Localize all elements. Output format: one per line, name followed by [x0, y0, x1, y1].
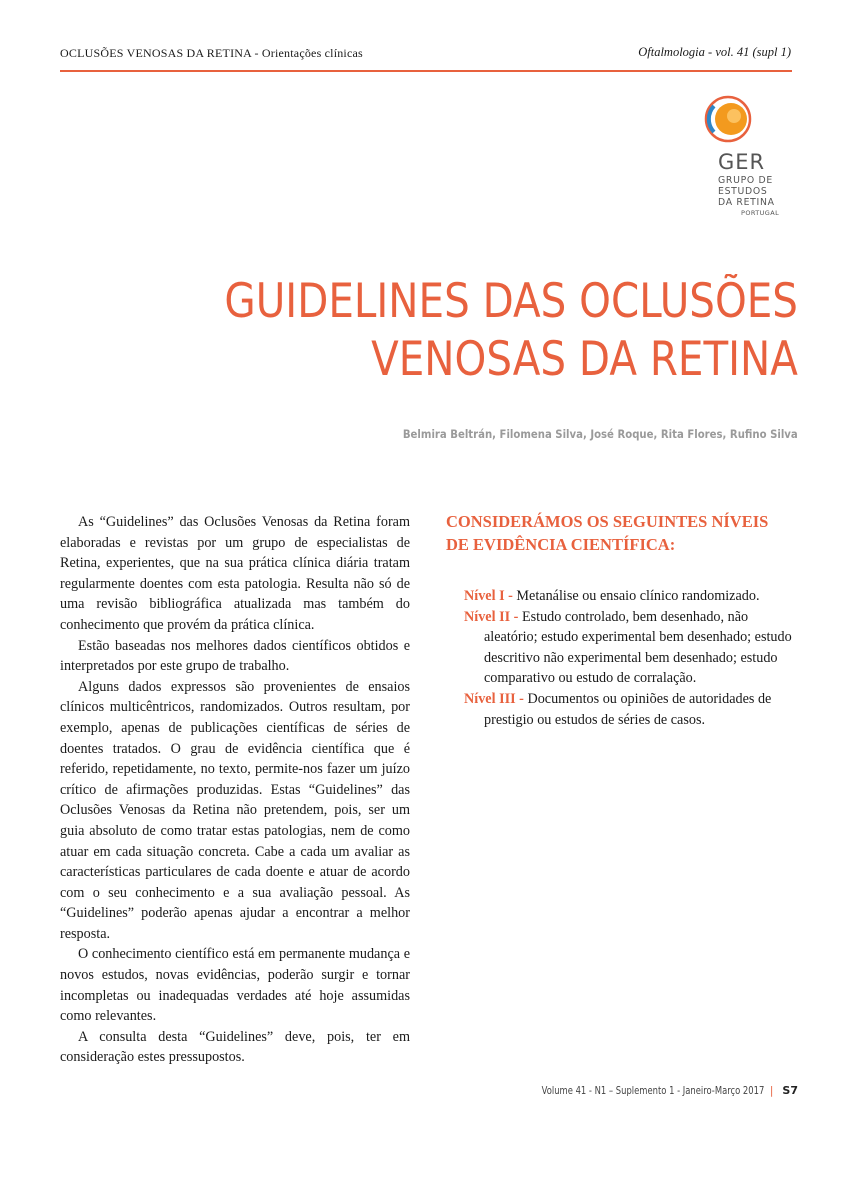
body-paragraph: O conhecimento científico está em permanente mudança e novos estudos, novas evidências, poderão surgir e tornar incompletas ou inadequadas verdades até hoje assumidas como relevantes.: [60, 946, 410, 1025]
evidence-levels-section: [446, 510, 798, 730]
evidence-level-item: [446, 607, 798, 689]
body-paragraph: As “Guidelines” das Oclusões Venosas da Retina foram elaboradas e revistas por um grupo de especialistas de Retina, experientes, que na sua prática clínica diária tratam regularmente doentes com esta patologia. Resulta não só de uma revisão bibliográfica atualizada mas também do conhecimento que provém da prática clínica.: [60, 514, 410, 633]
evidence-level-label: Nível I -: [464, 588, 513, 604]
author-list: Belmira Beltrán, Filomena Silva, José Roque, Rita Flores, Rufino Silva: [403, 427, 798, 441]
header-divider: [60, 70, 792, 72]
body-paragraph: A consulta desta “Guidelines” deve, pois, ter em consideração estes pressupostos.: [60, 1028, 410, 1066]
evidence-level-item: [446, 689, 798, 730]
evidence-level-label: Nível II -: [464, 608, 519, 625]
introduction-column: [60, 512, 410, 1068]
page-number: S7: [782, 1084, 798, 1097]
evidence-level-label: Nível III -: [464, 690, 524, 707]
ger-logo-icon: [700, 95, 800, 155]
section-heading: [446, 510, 798, 556]
body-paragraph: Alguns dados expressos são provenientes de ensaios clínicos multicêntricos, randomizados. Outros resultam, por exemplo, apenas de publicações científicas de séries de doentes tratados. O grau de evidência científica que é referido, repetidamente, no texto, permite-nos fazer um juízo crítico de afirmações produzidas. Estas “Guidelines” das Oclusões Venosas da Retina não pretendem, pois, ser um guia absoluto de como tratar estas patologias, nem de como atuar em cada situação concreta. Cabe a cada um avaliar as características particulares de cada doente e atuar de acordo com o seu conhecimento e a sua avaliação pessoal. As “Guidelines” poderão apenas ajudar a encontrar a melhor resposta.: [60, 678, 410, 942]
running-header-title: OCLUSÕES VENOSAS DA RETINA - Orientações clínicas: [60, 46, 363, 60]
logo-country: PORTUGAL: [741, 209, 780, 217]
evidence-level-text: Documentos ou opiniões de autoridades de prestigio ou estudos de séries de casos.: [484, 690, 772, 728]
logo-name: GER: [718, 150, 766, 174]
section-heading-line: CONSIDERÁMOS OS SEGUINTES NÍVEIS: [446, 512, 769, 531]
body-paragraph: Estão baseadas nos melhores dados científicos obtidos e interpretados por este grupo de trabalho.: [60, 637, 410, 675]
journal-citation: Oftalmologia - vol. 41 (supl 1): [638, 45, 791, 59]
footer-volume-info: Volume 41 - N1 – Suplemento 1 - Janeiro-Março 2017: [541, 1085, 764, 1097]
section-heading-line: DE EVIDÊNCIA CIENTÍFICA:: [446, 535, 676, 554]
page-title-line: VENOSAS DA RETINA: [371, 332, 798, 387]
logo-subtitle-line: DA RETINA: [718, 197, 775, 208]
evidence-level-list: [446, 586, 798, 730]
logo-subtitle-line: ESTUDOS: [718, 186, 768, 197]
logo-subtitle-line: GRUPO DE: [718, 175, 773, 186]
page-title: [224, 273, 798, 389]
evidence-level-item: [446, 586, 798, 607]
page-footer: [486, 1084, 798, 1097]
logo-subtitle: [718, 175, 775, 208]
evidence-level-text: Metanálise ou ensaio clínico randomizado.: [512, 588, 760, 604]
page-title-line: GUIDELINES DAS OCLUSÕES: [224, 274, 798, 329]
footer-separator: |: [769, 1085, 774, 1097]
evidence-level-text: Estudo controlado, bem desenhado, não aleatório; estudo experimental bem desenhado; estudo descritivo não experimental bem desenhado; estudo comparativo ou estudo de corralação.: [484, 608, 792, 687]
